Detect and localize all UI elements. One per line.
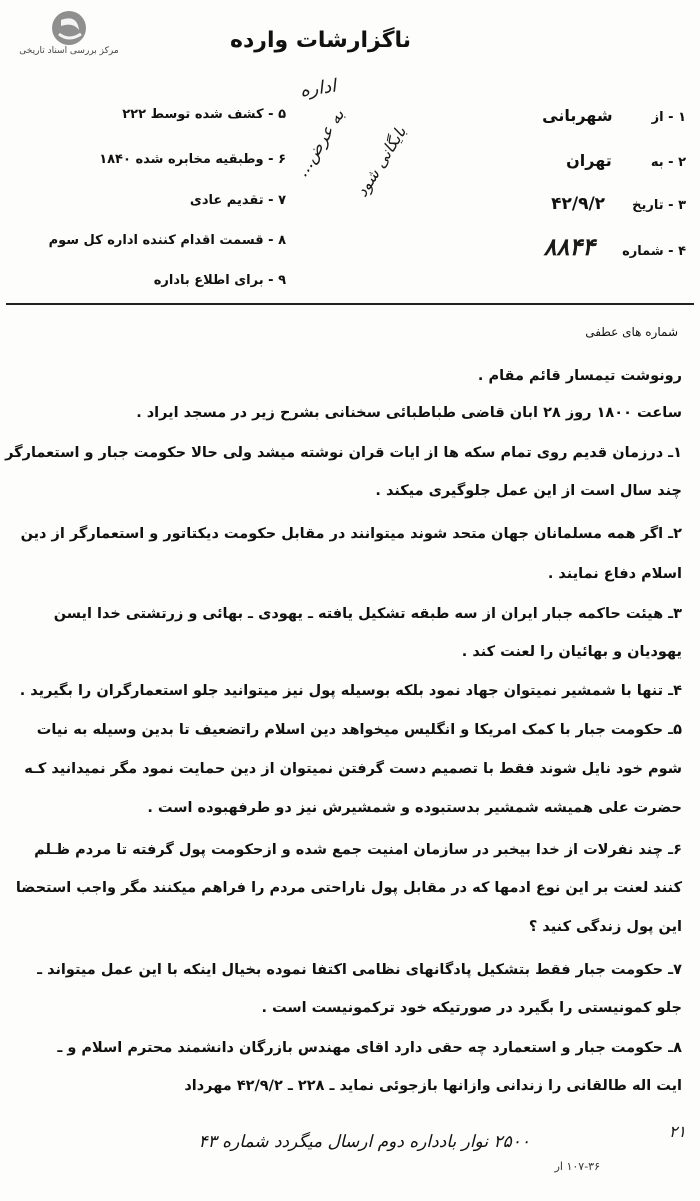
body-line: ۱ـ درزمان قدیم روی تمام سکه ها از ایات قران نوشته میشد ولی حالا حکومت جبار و استعمارگر [5, 445, 682, 461]
handwritten-note-2: به عرض... [292, 105, 349, 181]
field-value: تهران [566, 151, 612, 170]
body-line: اسلام دفاع نمایند . [547, 566, 682, 582]
field-number: ۳ - تاریخ [632, 198, 686, 213]
header-divider [6, 303, 694, 305]
field-value: ۴۲/۹/۲ [551, 194, 606, 214]
archive-logo-icon [47, 8, 91, 48]
field-text: تقدیم عادی [189, 193, 264, 208]
field-number: ۹ - [268, 273, 286, 288]
body-line: یهودیان و بهائیان را لعنت کند . [461, 644, 682, 660]
handwritten-note-1: اداره [298, 75, 338, 102]
field-value: ۸۸۴۴ [543, 232, 595, 261]
page-reference: ۱۰۷-۳۶ ار [554, 1160, 600, 1173]
header-field-7 [190, 193, 286, 208]
body-line: ایت اله طالقانی را زندانی وازانها بازجوئی نماید ـ ۲۲۸ ـ ۴۲/۹/۲ مهرداد [184, 1078, 682, 1094]
field-text: قسمت اقدام کننده اداره کل سوم [48, 233, 264, 248]
header-field-number [543, 232, 686, 261]
body-line: شماره های عطفی [585, 325, 678, 339]
body-line: چند سال است از این عمل جلوگیری میکند . [375, 483, 682, 499]
body-line: ۲ـ اگر همه مسلمانان جهان متحد شوند میتوانند در مقابل حکومت دیکتاتور و استعمارگر از دین [20, 526, 682, 542]
field-number: ۷ - [268, 193, 286, 208]
field-number: ۲ - به [650, 155, 686, 170]
archive-logo [8, 8, 130, 66]
field-value: شهربانی [542, 106, 613, 125]
field-number: ۸ - [268, 233, 286, 248]
field-text: وطبقیه مخابره شده ۱۸۴۰ [99, 152, 264, 167]
header-field-8 [49, 233, 286, 248]
body-line: ۷ـ حکومت جبار فقط بتشکیل پادگانهای نظامی اکتفا نموده بخیال اینکه با این عمل میتواند ـ [37, 962, 682, 978]
margin-mark: ۲۱ [668, 1122, 686, 1141]
field-text: برای اطلاع باداره [153, 273, 264, 288]
field-number: ۴ - شماره [622, 244, 686, 259]
body-line: ۴ـ تنها با شمشیر نمیتوان جهاد نمود بلکه بوسیله پول نیز میتوانید جلو استعمارگران را بگیرید . [19, 683, 682, 699]
body-line: شوم خود نایل شوند فقط با تصمیم دست گرفتن نمیتوان از دین حمایت نمود مگر نمیدانید کـه [24, 761, 682, 777]
body-line: ۸ـ حکومت جبار و استعمارد چه حقی دارد اقای مهندس بازرگان دانشمند محترم اسلام و ـ [57, 1040, 682, 1056]
field-number: ۶ - [268, 152, 286, 167]
body-line: ساعت ۱۸۰۰ روز ۲۸ ابان قاضی طباطبائی سخنانی بشرح زیر در مسجد ایراد . [136, 405, 682, 421]
field-text: کشف شده توسط ۲۲۲ [122, 107, 264, 122]
header-field-from [542, 106, 686, 125]
header-field-6 [99, 152, 286, 167]
header-field-to [566, 151, 686, 170]
header-field-9 [154, 273, 286, 288]
header-field-date [551, 194, 686, 214]
body-line: ۳ـ هیئت حاکمه جبار ایران از سه طبقه تشکیل یافته ـ یهودی ـ بهائی و زرتشتی خدا ایسن [53, 606, 682, 622]
body-line: رونوشت تیمسار قائم مقام . [477, 368, 682, 384]
body-line: کنند لعنت بر این نوع ادمها که در مقابل پول ناراحتی مردم را فراهم میکنند مگر واجب استحضا [15, 880, 682, 896]
field-number: ۱ - از [651, 110, 686, 125]
body-line: ۶ـ چند نفرلات از خدا بیخبر در سازمان امنیت جمع شده و ازحکومت پول گرفته تا مردم ظـلم [34, 842, 682, 858]
page-title: ناگزارشات وارده [230, 28, 412, 53]
body-line: این پول زندگی کنید ؟ [528, 919, 682, 935]
body-line: حضرت علی همیشه شمشیر بدستبوده و شمشیرش نیز دو طرفهبوده است . [147, 800, 682, 816]
field-number: ۵ - [268, 107, 286, 122]
archive-logo-caption: مرکز بررسی اسناد تاریخی [19, 46, 119, 56]
header-field-5 [122, 107, 286, 122]
body-line: ۵ـ حکومت جبار با کمک امریکا و انگلیس میخواهد دین اسلام راتضعیف تا بدین وسیله به نیات [36, 722, 682, 738]
body-line: جلو کمونیستی را بگیرد در صورتیکه خود ترکمونیست است . [261, 1000, 682, 1016]
handwritten-note-3: بایگانی شود [352, 122, 411, 201]
handwritten-footer-note: ۲۵۰۰ نوار بادداره دوم ارسال میگردد شماره ۴۳ [198, 1132, 530, 1152]
